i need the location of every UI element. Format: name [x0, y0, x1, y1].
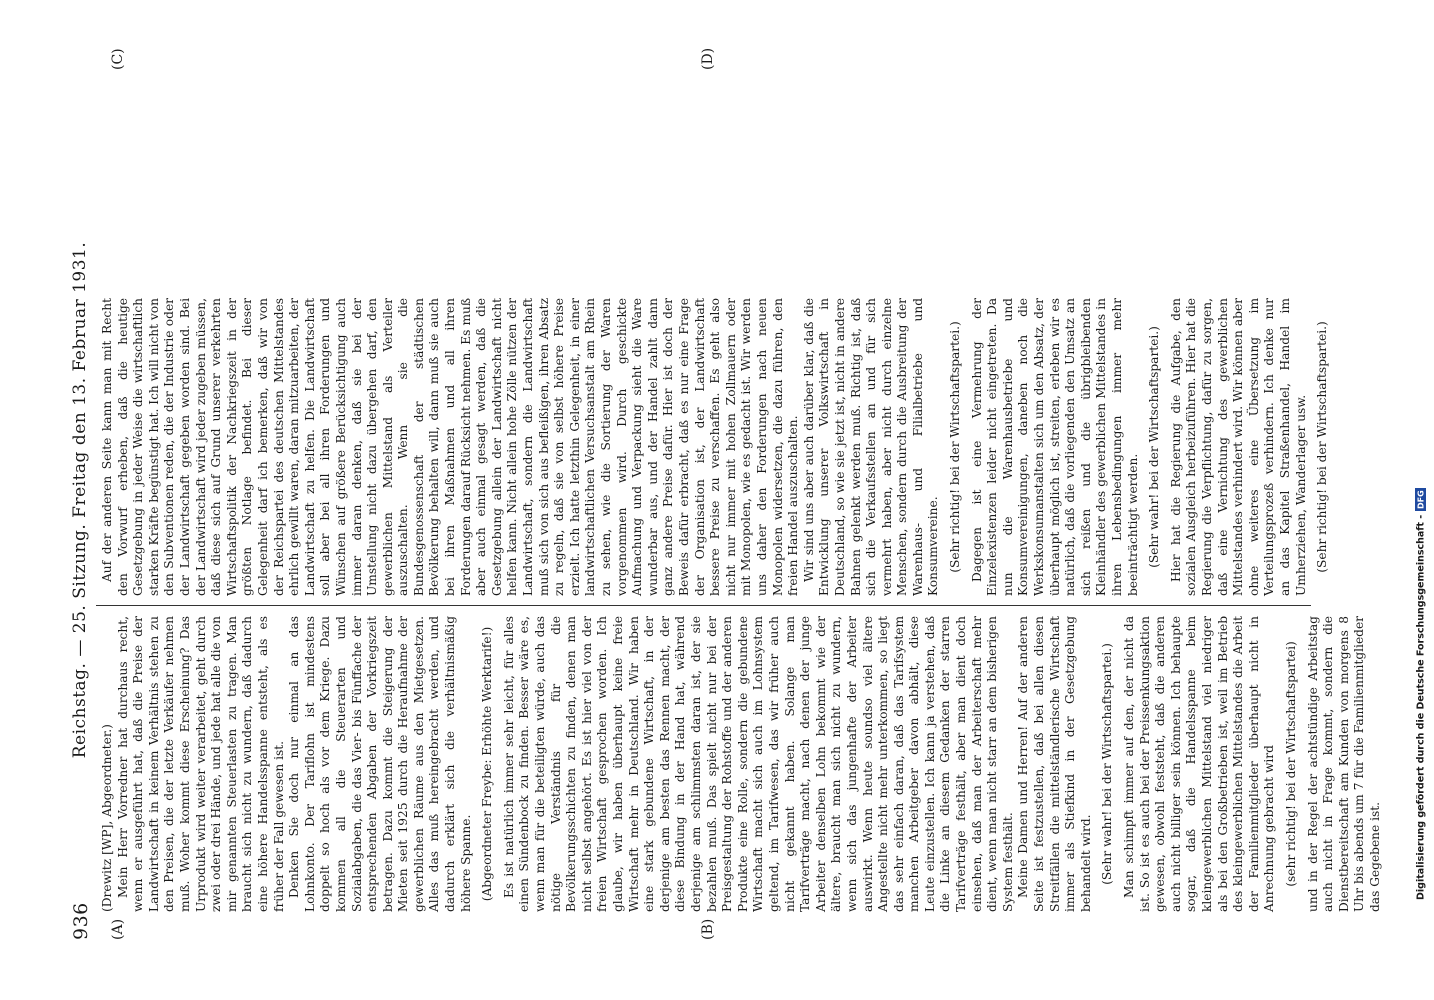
text-column-left [100, 616, 1384, 912]
interjection: (Sehr wahr! bei der Wirtschaftspartei.) [1147, 326, 1162, 568]
paragraph: und in der Regel der achtstündige Arbeitstag auch nicht in Frage kommt, sondern die Dienstbereitschaft am Kunden von morgens 8 Uhr bis abends um 7 für die Familienmitglieder das Gegebene ist. [1305, 616, 1382, 912]
paragraph: Dagegen ist eine Vermehrung der Einzelexistenzen leider nicht eingetreten. Da nun die Warenhausbetriebe und Konsumvereinigungen, daneben noch die Werkskonsumanstalten sich um den Absatz, der überhaupt möglich ist, streiten, erleben wir es natürlich, daß die vorliegenden den Umsatz an sich reißen und die übrigbleibenden Kleinhändler des gewerblichen Mittelstandes in ihren Lebensbedingungen immer mehr beeinträchtigt werden. [969, 298, 1140, 596]
paragraph: Denken Sie doch nur einmal an das Lohnkonto. Der Tariflohn ist mindestens doppelt so hoch als vor dem Kriege. Dazu kommen all die Steuerarten und Sozialabgaben, die das Vier- bis Fünffache der entsprechenden Abgaben der Vorkriegszeit betragen. Dazu kommt die Steigerung der Mieten seit 1925 durch die Heraufnahme der gewerblichen Räume aus den Mietgesetzen. Alles das muß hereingebracht werden, und dadurch erklärt sich die verhältnismäßig höhere Spanne. [287, 616, 473, 912]
paragraph: Hier hat die Regierung die Aufgabe, den sozialen Ausgleich herbeizuführen. Hier hat die Regierung die Verpflichtung, dafür zu sorgen, daß eine Vernichtung des gewerblichen Mittelstandes verhindert wird. Wir können aber ohne weiteres eine Übersetzung im Verteilungsprozeß verhindern. Ich denke nur an das Kapitel Straßenhandel, Handel im Umherziehen, Wanderlager usw. [1168, 298, 1308, 596]
dfg-notice-text: Digitalisierung gefördert durch die Deutsche Forschungsgemeinschaft - [1415, 514, 1427, 900]
paragraph: (Drewitz [WP], Abgeordneter.) [100, 724, 114, 912]
margin-marker-a: (A) [110, 918, 126, 940]
page-number: 936 [70, 902, 92, 940]
paragraph: Auf der anderen Seite kann man mit Recht den Vorwurf erheben, daß die heutige Gesetzgebung in jeder Weise die wirtschaftlich starken Kräfte begünstigt hat. Ich will nicht von den Subventionen reden, die der Industrie oder der Landwirtschaft gegeben worden sind. Bei der Landwirtschaft wird jeder zugeben müssen, daß diese sich auf Grund unserer verkehrten Wirtschaftspolitik der Nachkriegszeit in der größten Notlage befindet. Bei dieser Gelegenheit darf ich bemerken, daß wir von der Reichspartei des deutschen Mittelstandes ehrlich gewillt waren, daran mitzuarbeiten, der Landwirtschaft zu helfen. Die Landwirtschaft soll aber bei all ihren Forderungen und Wünschen auf größere Berücksichtigung auch immer daran denken, daß sie bei der Umstellung nicht dazu übergehen darf, den gewerblichen Mittelstand als Verteiler auszuschalten. Wenn sie die Bundesgenossenschaft der städtischen Bevölkerung behalten will, dann muß sie auch bei ihren Maßnahmen und all ihren Forderungen darauf Rücksicht nehmen. Es muß aber auch einmal gesagt werden, daß die Gesetzgebung allein der Landwirtschaft nicht helfen kann. Nicht allein hohe Zölle nützen der Landwirtschaft, sondern die Landwirtschaft muß sich von sich aus befleißigen, ihren Absatz zu regeln, daß sie von selbst höhere Preise erzielt. Ich hatte letzthin Gelegenheit, in einer landwirtschaftlichen Versuchsanstalt am Rhein zu sehen, wie die Sortierung der Waren vorgenommen wird. Durch geschickte Aufmachung und Verpackung sieht die Ware wunderbar aus, und der Handel zahlt dann ganz andere Preise dafür. Hier ist doch der Beweis dafür erbracht, daß es nur eine Frage der Organisation ist, der Landwirtschaft bessere Preise zu verschaffen. Es geht also nicht nur immer mit hohen Zollmauern oder mit Monopolen, wie es gedacht ist. Wir werden uns daher den Forderungen nach neuen Monopolen widersetzen, die dazu führen, den freien Handel auszuschalten. [100, 298, 801, 596]
interjection: (Sehr richtig! bei der Wirtschaftspartei.) [1315, 321, 1330, 573]
paragraph: Man schimpft immer auf den, der nicht da ist. So ist es auch bei der Preissenkungsaktion gewesen, obwohl feststeht, daß die anderen auch nicht billiger sein können. Ich behaupte sogar, daß die Handelsspanne beim kleingewerblichen Mittelstand viel niedriger als bei den Großbetrieben ist, weil im Betrieb des kleingewerblichen Mittelstandes die Arbeit der Familienmitglieder überhaupt nicht in Anrechnung gebracht wird [1122, 616, 1277, 912]
dfg-logo: DFG [1416, 490, 1426, 509]
paragraph: Mein Herr Vorredner hat durchaus recht, wenn er ausgeführt hat, daß die Preise der Landwirtschaft in keinem Verhältnis stehen zu den Preisen, die der letzte Verkäufer nehmen muß. Woher kommt diese Erscheinung? Das Urprodukt wird weiter verarbeitet, geht durch zwei oder drei Hände, und jede hat alle die von mir genannten Steuerlasten zu tragen. Man braucht sich nicht zu wundern, daß dadurch eine höhere Handelsspanne entsteht, als es früher der Fall gewesen ist. [115, 616, 286, 912]
dfg-notice [1414, 300, 1428, 900]
page-title: Reichstag. — 25. Sitzung. Freitag den 13. Februar 1931. [70, 241, 90, 759]
margin-marker-b: (B) [700, 918, 716, 940]
column-separator [96, 605, 1311, 606]
paragraph: Meine Damen und Herren! Auf der anderen Seite ist festzustellen, daß bei allen diesen Streitfällen die mittelständlerische Wirtschaft immer als Stiefkind in der Gesetzgebung behandelt wird. [1016, 616, 1093, 912]
interjection: (sehr richtig! bei der Wirtschaftspartei) [1283, 641, 1298, 887]
interjection: (Abgeordneter Freybe: Erhöhte Werktarife!) [480, 626, 495, 902]
margin-marker-c: (C) [110, 48, 126, 70]
dfg-sidebar [1406, 0, 1434, 1000]
interjection: (Sehr wahr! bei der Wirtschaftspartei.) [1100, 643, 1115, 885]
text-column-right [100, 298, 1337, 596]
page-header [70, 60, 94, 940]
margin-marker-d: (D) [700, 47, 716, 70]
paragraph: Es ist natürlich immer sehr leicht, für alles einen Sündenbock zu finden. Besser wäre es, wenn man für die beteiligten würde, auch das nötige Verständnis für die Bevölkerungsschichten zu finden, denen man nicht selbst angehört. Es ist hier viel von der freien Wirtschaft gesprochen worden. Ich glaube, wir haben überhaupt keine freie Wirtschaft mehr in Deutschland. Wir haben eine stark gebundene Wirtschaft, in der derjenige am besten das Rennen macht, der diese Bindung in der Hand hat, während derjenige am schlimmsten daran ist, der sie bezahlen muß. Das spielt nicht nur bei der Preisgestaltung der Rohstoffe und der anderen Produkte eine Rolle, sondern die gebundene Wirtschaft macht sich auch im Lohnsystem geltend, im Tarifwesen, das wir früher auch nicht gekannt haben. Solange man Tarifverträge macht, nach denen der junge Arbeiter denselben Lohn bekommt wie der ältere, braucht man sich nicht zu wundern, wenn sich das jungenhafte der Arbeiter auswirkt. Wenn heute soundso viel ältere Angestellte nicht mehr unterkommen, so liegt das sehr einfach daran, daß das Tarifsystem manchen Arbeitgeber davon abhält, diese Leute einzustellen. Ich kann ja verstehen, daß die Linke an diesem Gedanken der starren Tarifverträge festhält, aber man dient doch einsehen, daß man der Arbeiterschaft mehr dient, wenn man nicht starr an dem bisherigen System festhält. [501, 616, 1015, 912]
paragraph: Wir sind uns aber auch darüber klar, daß die Entwicklung unserer Volkswirtschaft in Deutschland, so wie sie jetzt ist, nicht in andere Bahnen gelenkt werden muß. Richtig ist, daß sich die Verkaufsstellen an und für sich vermehrt haben, aber nicht durch einzelne Menschen, sondern durch die Ausbreitung der Warenhaus- und Filialbetriebe und Konsumvereine. [801, 298, 941, 596]
interjection: (Sehr richtig! bei der Wirtschaftspartei.) [948, 321, 963, 573]
